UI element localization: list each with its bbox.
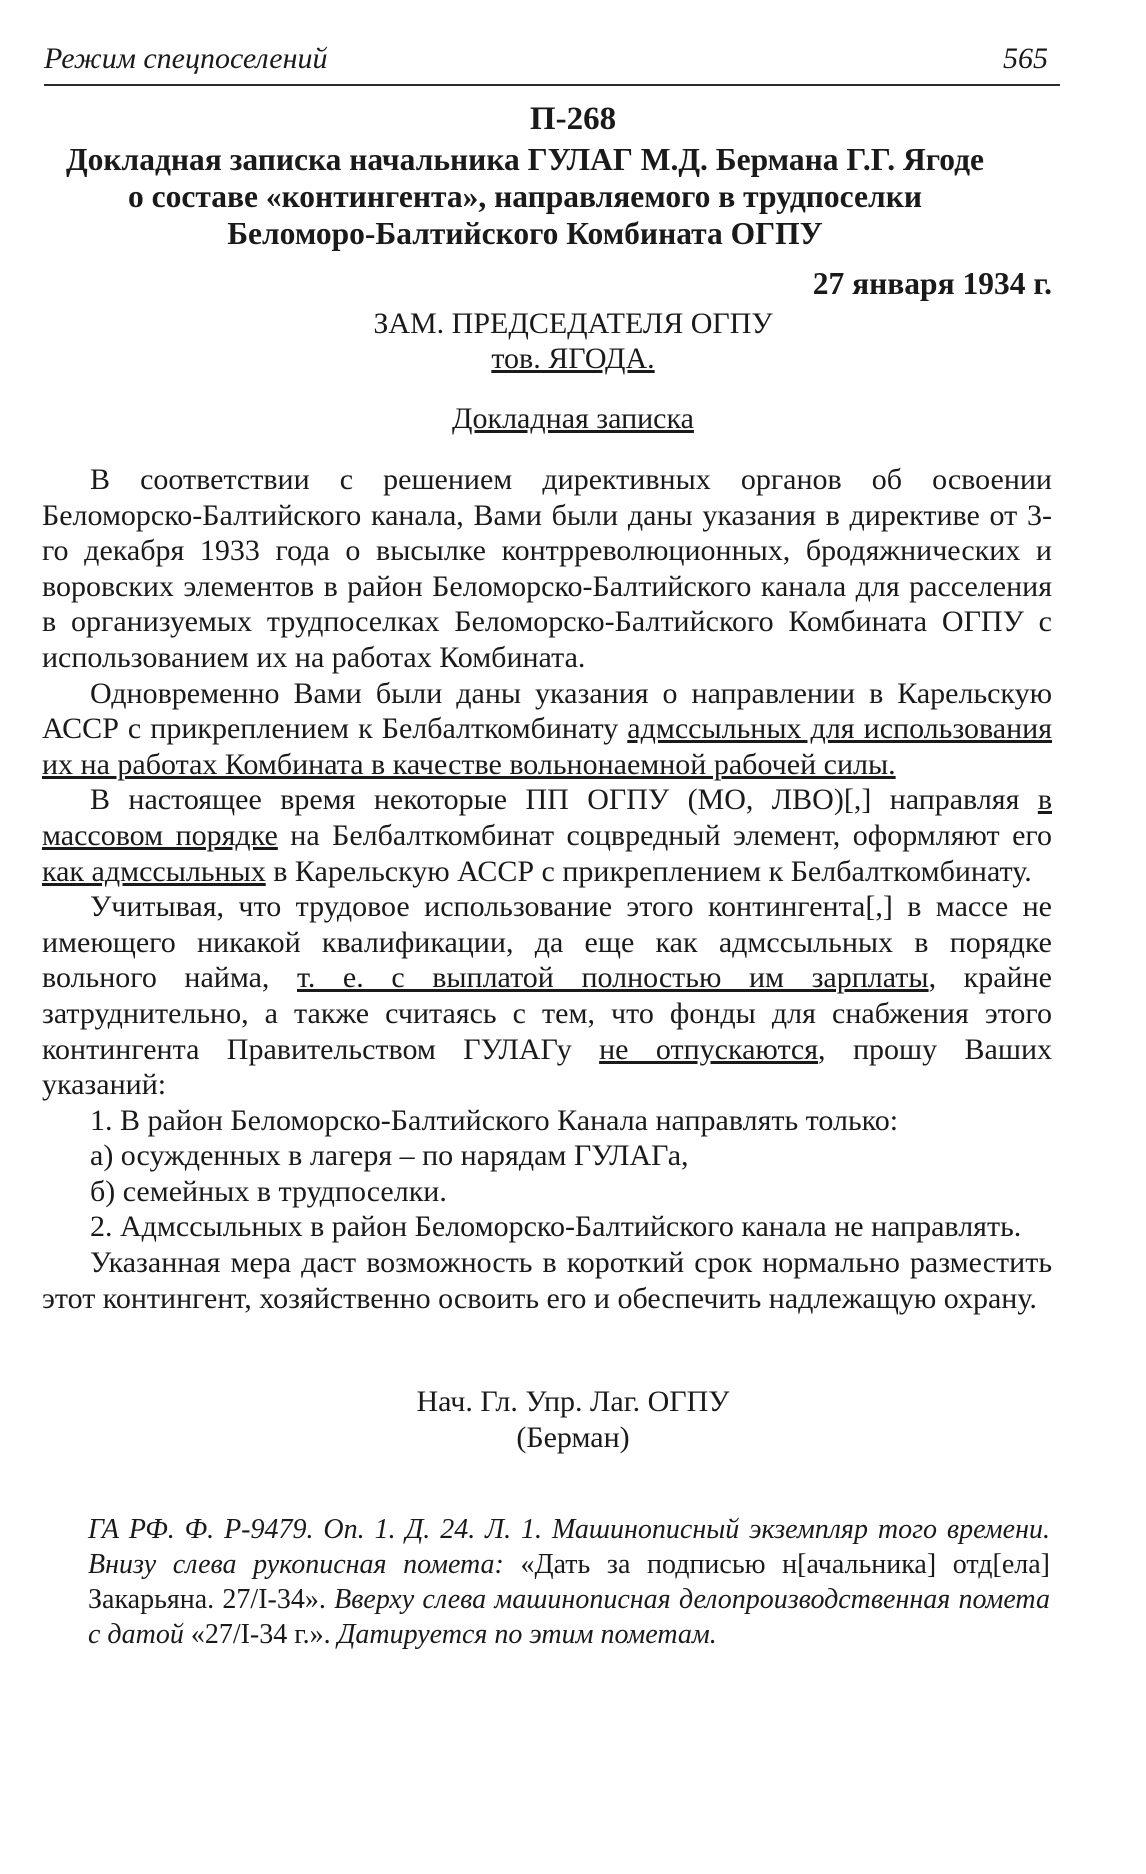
running-header — [44, 40, 1060, 86]
memo-body — [42, 462, 1052, 1316]
request-item-1b: б) семейных в трудпоселки. — [90, 1174, 447, 1208]
running-header-title: Режим спецпоселений — [44, 42, 328, 75]
request-item-1: 1. В район Беломорско-Балтийского Канала направлять только: — [90, 1103, 899, 1137]
paragraph-5: Указанная мера даст возможность в короткий срок нормально разместить этот контингент, хозяйственно освоить его и обеспечить надлежащую охрану. — [42, 1246, 1052, 1315]
signature-title: Нач. Гл. Упр. Лаг. ОГПУ — [416, 1385, 730, 1418]
paragraph-3: В настоящее время некоторые ПП ОГПУ (МО, ЛВО)[,] направляя в массовом порядке на Белбалткомбинат соцвредный элемент, оформляют его как адмссыльных в Карельскую АССР с прикреплением к Белбалткомбинату. — [42, 783, 1052, 888]
signature-name: (Берман) — [516, 1421, 630, 1454]
document-number: П-268 — [529, 101, 617, 137]
request-item-2: 2. Адмссыльных в район Беломорско-Балтийского канала не направлять. — [90, 1210, 1022, 1244]
document-title: Докладная записка начальника ГУЛАГ М.Д. Бермана Г.Г. Ягоде о составе «контингента», направляемого в трудпоселки Беломоро-Балтийского Комбината ОГПУ — [65, 142, 985, 251]
addressee — [0, 306, 1146, 376]
addressee-position: ЗАМ. ПРЕДСЕДАТЕЛЯ ОГПУ — [373, 307, 773, 340]
page-number: 565 — [1003, 42, 1048, 75]
paragraph-1: В соответствии с решением директивных органов об освоении Беломорско-Балтийского канала, Вами были даны указания в директиве от 3-го декабря 1933 года о высылке контрреволюционных, бродяжнических и воровских элементов в район Беломорско-Балтийского канала для расселения в организуемых трудпоселках Беломорско-Балтийского Комбината ОГПУ с использованием их на работах Комбината. — [42, 463, 1052, 674]
addressee-name: тов. ЯГОДА. — [491, 342, 655, 375]
document-date: 27 января 1934 г. — [812, 266, 1052, 301]
archival-source-note: ГА РФ. Ф. Р-9479. Оп. 1. Д. 24. Л. 1. Машинописный экземпляр того времени. Внизу слева рукописная помета: «Дать за подписью н[ачальника] отд[ела] Закарьяна. 27/I-34». Вверху слева машинописная делопроизводственная помета с датой «27/I-34 г.». Датируется по этим пометам. — [88, 1514, 1050, 1650]
memo-heading-text: Докладная записка — [452, 402, 694, 435]
paragraph-2: Одновременно Вами были даны указания о направлении в Карельскую АССР с прикреплением к Белбалткомбинату адмссыльных для использования их на работах Комбината в качестве вольнонаемной рабочей силы. — [42, 676, 1052, 781]
signature-block — [0, 1384, 1146, 1456]
memo-heading — [0, 402, 1146, 436]
paragraph-4: Учитывая, что трудовое использование этого контингента[,] в массе не имеющего никакой квалификации, да еще как адмссыльных в порядке вольного найма, т. е. с выплатой полностью им зарплаты, крайне затруднительно, а также считаясь с тем, что фонды для снабжения этого контингента Правительством ГУЛАГу не отпускаются, прошу Ваших указаний: — [42, 890, 1053, 1102]
request-item-1a: а) осужденных в лагеря – по нарядам ГУЛАГа, — [90, 1139, 689, 1173]
